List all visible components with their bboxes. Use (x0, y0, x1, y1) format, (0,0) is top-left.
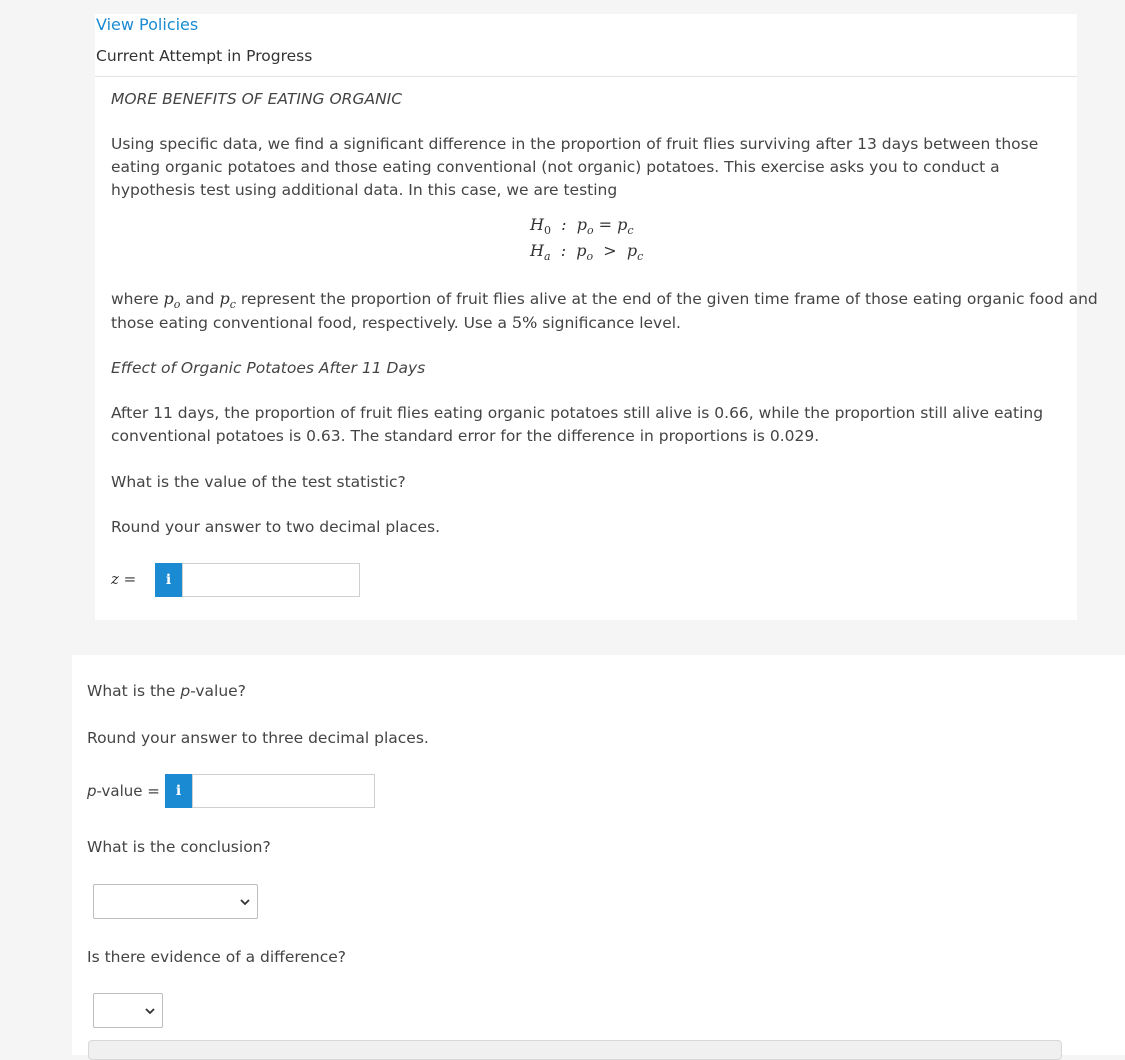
conclusion-prompt: What is the conclusion? (87, 838, 271, 856)
chevron-down-icon (239, 896, 251, 908)
z-answer-input[interactable] (182, 563, 360, 597)
where-line-2: those eating conventional food, respectively. Use a 5% significance level. (111, 313, 681, 332)
question-title: MORE BENEFITS OF EATING ORGANIC (111, 90, 403, 108)
p-prompt: What is the p-value? (87, 682, 246, 700)
header-divider (95, 76, 1077, 77)
null-hypothesis: $H_0$ : $p_o = p_c$ (530, 215, 634, 238)
conclusion-select[interactable] (93, 884, 258, 919)
where-line-1: where $p_o$ and $p_c$ represent the proportion of fruit flies alive at the end of the given time frame of those eating organic food and (111, 289, 1098, 312)
alternative-hypothesis: $H_a$ : $p_o > p_c$ (530, 241, 644, 264)
z-label: z = (111, 570, 137, 588)
p-label: p-value = (87, 782, 160, 800)
data-line-1: After 11 days, the proportion of fruit flies eating organic potatoes still alive is 0.66, while the proportion still alive eating (111, 404, 1044, 422)
z-round-note: Round your answer to two decimal places. (111, 518, 441, 536)
question-intro: Using specific data, we find a significant difference in the proportion of fruit flies surviving after 13 days between those eating organic potatoes and those eating conventional (not organic) potatoes. This exercise asks you to conduct a hypothesis test using additional data. In this case, we are testing (111, 135, 1039, 199)
data-line-2: conventional potatoes is 0.63. The standard error for the difference in proportions is 0.029. (111, 427, 820, 445)
p-round-note: Round your answer to three decimal places. (87, 729, 429, 747)
z-info-icon[interactable]: i (155, 563, 182, 597)
attempt-status: Current Attempt in Progress (96, 47, 313, 65)
chevron-down-icon (144, 1005, 156, 1017)
p-info-icon[interactable]: i (165, 774, 192, 808)
p-answer-input[interactable] (192, 774, 375, 808)
z-prompt: What is the value of the test statistic? (111, 473, 406, 491)
evidence-select[interactable] (93, 993, 163, 1028)
evidence-prompt: Is there evidence of a difference? (87, 948, 347, 966)
next-section-strip (88, 1040, 1062, 1060)
view-policies-link[interactable]: View Policies (96, 15, 199, 34)
subheading: Effect of Organic Potatoes After 11 Days (111, 359, 426, 377)
